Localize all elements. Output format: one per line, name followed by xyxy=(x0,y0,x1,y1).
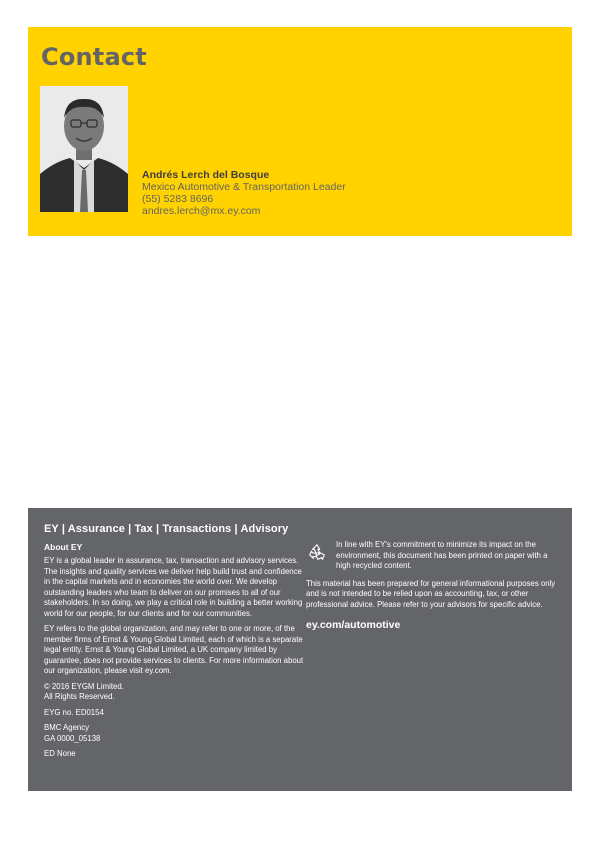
footer-panel xyxy=(28,508,572,791)
copyright-block xyxy=(44,682,304,703)
brand-service-line: EY | Assurance | Tax | Transactions | Advisory xyxy=(44,523,289,535)
bmc-block xyxy=(44,723,304,744)
contact-panel xyxy=(28,27,572,236)
recycle-note: In line with EY's commitment to minimize its impact on the environment, this document has been printed on paper with a high recycled content. xyxy=(336,540,548,570)
contact-person xyxy=(142,169,346,217)
about-ey-heading: About EY xyxy=(44,542,83,552)
contact-title: Contact xyxy=(41,43,147,71)
ed-none: ED None xyxy=(44,749,76,758)
rights-line: All Rights Reserved. xyxy=(44,692,115,701)
footer-right-column xyxy=(306,540,558,632)
footer-left-column xyxy=(44,556,304,765)
ey-refers-paragraph: EY refers to the global organization, and may refer to one or more, of the member firms of Ernst & Young Global Limited, each of which is a separate legal entity. Ernst & Young Global Limited, a UK company limited by guarantee, does not provide services to clients. For more information about our organization, please visit ey.com. xyxy=(44,624,304,675)
disclaimer-text: This material has been prepared for general informational purposes only and is not intended to be relied upon as accounting, tax, or other professional advice. Please refer to your advisors for specific advice. xyxy=(306,578,556,609)
person-role: Mexico Automotive & Transportation Leader xyxy=(142,181,346,193)
about-ey-paragraph: EY is a global leader in assurance, tax, transaction and advisory services. The insights and quality services we deliver help build trust and confidence in the capital markets and in economies the world over. We develop outstanding leaders who team to deliver on our promises to all of our stakeholders. In so doing, we play a critical role in building a better working world for our people, for our clients and for our communities. xyxy=(44,556,303,618)
person-email[interactable]: andres.lerch@mx.ey.com xyxy=(142,205,261,217)
contact-photo xyxy=(40,86,128,212)
eyg-number: EYG no. ED0154 xyxy=(44,707,104,717)
person-phone: (55) 5283 8696 xyxy=(142,193,214,205)
person-name: Andrés Lerch del Bosque xyxy=(142,169,270,181)
bmc-code: GA 0000_05138 xyxy=(44,733,101,743)
copyright-line: © 2016 EYGM Limited. xyxy=(44,681,124,691)
recycle-icon xyxy=(306,542,328,564)
ey-automotive-link[interactable]: ey.com/automotive xyxy=(306,619,401,631)
bmc-agency: BMC Agency xyxy=(44,723,90,732)
